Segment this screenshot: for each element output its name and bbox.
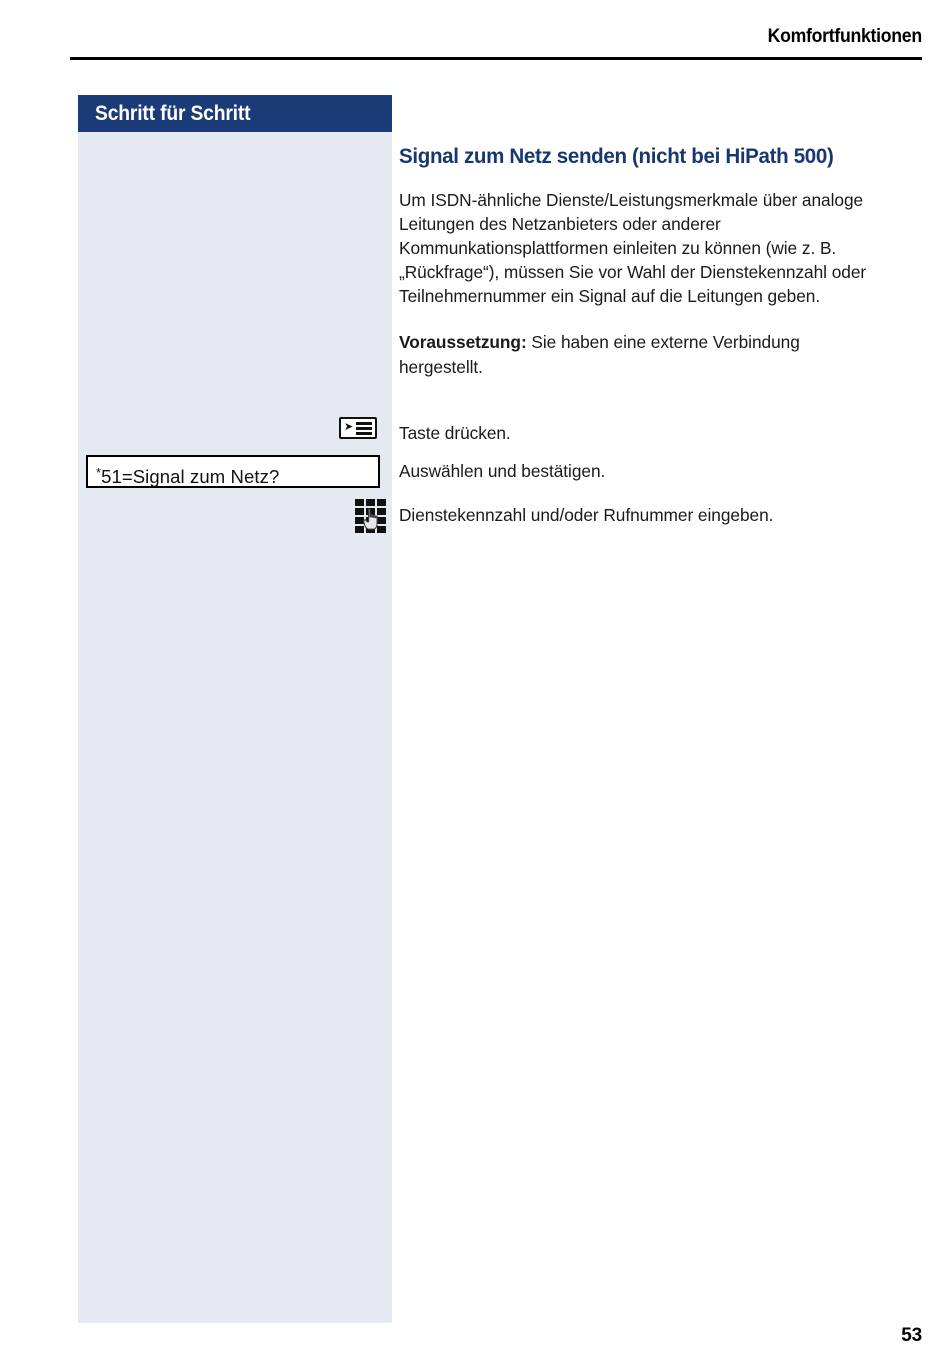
display-main-text: 51=Signal zum Netz?: [101, 466, 280, 487]
content-column: [399, 143, 885, 401]
keypad-key: [377, 499, 386, 506]
running-header: [78, 26, 922, 48]
page-number: 53: [901, 1325, 922, 1346]
step-by-step-sidebar: [78, 95, 392, 1323]
step-select-confirm-label: Auswählen und bestätigen.: [399, 461, 606, 481]
prerequisite-text: Sie haben eine externe Verbindung hergestellt.: [399, 332, 800, 377]
sidebar-banner: [78, 95, 392, 132]
section-heading: Signal zum Netz senden (nicht bei HiPath 500): [399, 144, 834, 168]
keypad-key: [366, 499, 375, 506]
sidebar-banner-label: Schritt für Schritt: [95, 102, 251, 125]
keypad-key: [377, 517, 386, 524]
keypad-key: [377, 508, 386, 515]
phone-display-box[interactable]: [86, 455, 380, 488]
intro-paragraph: Um ISDN-ähnliche Dienste/Leistungsmerkmale über analoge Leitungen des Netzanbieters oder anderer Kommunkationsplattformen einleiten zu können (wie z. B. „Rückfrage“), müssen Sie vor Wahl der Dienstekennzahl oder Teilnehmernummer ein Signal auf die Leitungen geben.: [399, 190, 867, 307]
menu-key-icon[interactable]: [339, 417, 377, 439]
keypad-key: [377, 526, 386, 533]
keypad-hand-icon[interactable]: [355, 499, 385, 532]
header-divider-rule: [70, 57, 922, 60]
pointing-hand-icon: [363, 508, 378, 530]
menu-bar-1: [356, 422, 372, 425]
menu-bar-3: [356, 432, 372, 435]
display-asterisk: *: [96, 465, 102, 480]
menu-bar-2: [356, 427, 372, 430]
prerequisite-paragraph: [399, 330, 885, 378]
phone-display-text: [96, 461, 279, 489]
prerequisite-label: Voraussetzung:: [399, 332, 527, 353]
keypad-key: [355, 499, 364, 506]
chevron-right-icon: ➤: [344, 420, 354, 433]
step-enter-code-label: Dienstekennzahl und/oder Rufnummer eingeben.: [399, 505, 774, 525]
step-press-key-label: Taste drücken.: [399, 423, 511, 443]
running-header-title: Komfortfunktionen: [767, 26, 922, 47]
